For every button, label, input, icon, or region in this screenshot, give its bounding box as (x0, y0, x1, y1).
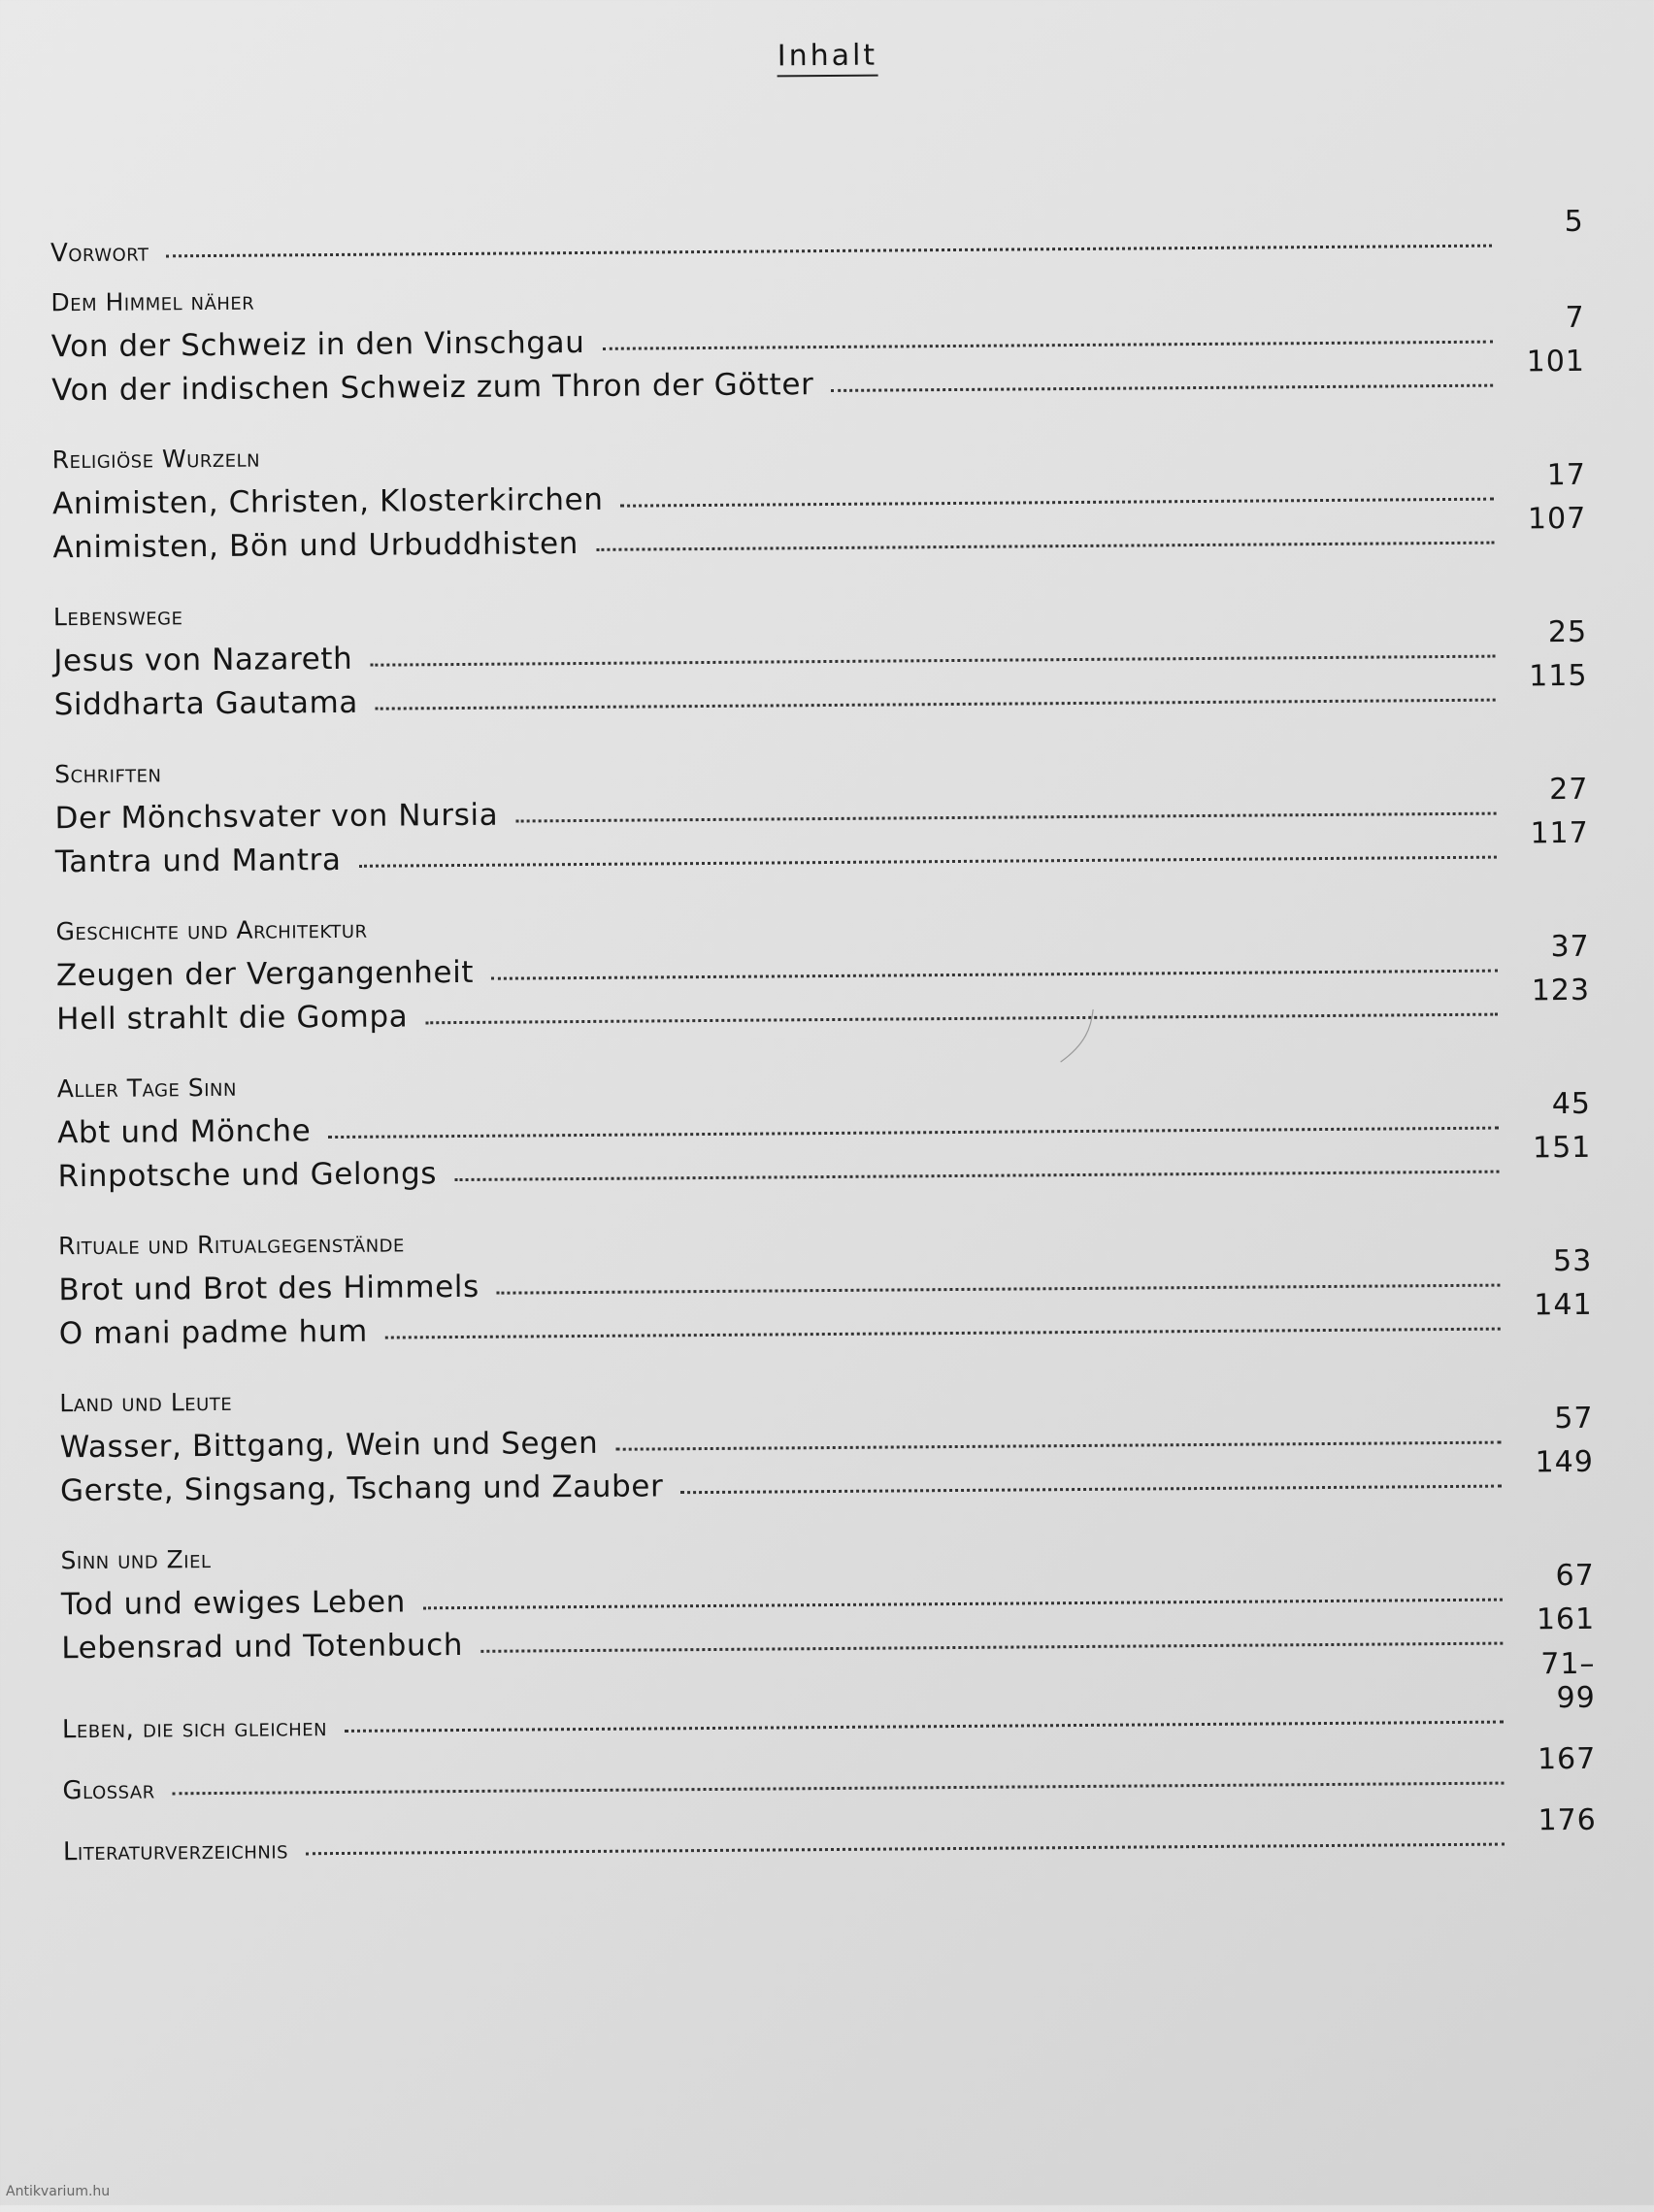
toc-entry (62, 1741, 1597, 1806)
dot-leader (345, 1720, 1504, 1733)
table-of-contents (50, 204, 1597, 1884)
toc-page-number: 67 (1555, 1558, 1595, 1594)
toc-page-number: 117 (1530, 815, 1589, 851)
dot-leader (385, 1327, 1501, 1339)
toc-section-heading: Geschichte und Architektur (55, 914, 368, 946)
toc-page-number: 151 (1532, 1130, 1592, 1166)
toc-entry-label: Wasser, Bittgang, Wein und Segen (59, 1425, 599, 1466)
toc-page-number: 115 (1529, 658, 1588, 694)
toc-page-number: 71–99 (1540, 1646, 1596, 1716)
toc-page-number: 149 (1535, 1444, 1594, 1480)
dot-leader (173, 1781, 1505, 1796)
toc-page-number: 107 (1527, 501, 1587, 537)
dot-leader (376, 698, 1496, 710)
page-title-text: Inhalt (777, 39, 878, 78)
toc-entry-label: Abt und Mönche (57, 1113, 312, 1151)
toc-entry-label: Vorwort (50, 238, 149, 269)
dot-leader (328, 1126, 1499, 1139)
toc-entry-label: Literaturverzeichnis (62, 1835, 289, 1867)
dot-leader (596, 541, 1494, 551)
toc-section (60, 1532, 1595, 1666)
toc-entry-label: Tod und ewiges Leben (60, 1584, 407, 1623)
toc-page-number: 53 (1552, 1243, 1593, 1279)
toc-section (62, 1802, 1597, 1867)
toc-entry-label: Siddharta Gautama (53, 684, 359, 723)
toc-entry (50, 204, 1584, 269)
toc-section (50, 204, 1584, 269)
toc-page-number: 45 (1551, 1086, 1592, 1122)
dot-leader (621, 497, 1495, 508)
toc-entry-label: Animisten, Bön und Urbuddhisten (52, 526, 579, 566)
dot-leader (602, 340, 1492, 350)
dot-leader (515, 811, 1496, 823)
toc-section-heading: Sinn und Ziel (60, 1545, 212, 1575)
toc-section-heading: Religiöse Wurzeln (51, 444, 261, 475)
toc-section (53, 588, 1588, 722)
toc-page-number: 5 (1564, 204, 1584, 240)
toc-section (62, 1741, 1597, 1806)
toc-page-number: 57 (1554, 1401, 1594, 1436)
toc-section (54, 745, 1589, 879)
watermark-text: Antikvarium.hu (6, 2184, 111, 2199)
toc-section (55, 903, 1590, 1037)
toc-section-heading: Aller Tage Sinn (56, 1073, 238, 1104)
paper-scratch-mark (1056, 1007, 1095, 1066)
toc-page-number: 101 (1526, 344, 1586, 380)
toc-entry (62, 1802, 1597, 1867)
toc-page-number: 25 (1547, 614, 1588, 650)
toc-section (59, 1374, 1594, 1508)
toc-entry-label: Brot und Brot des Himmels (58, 1269, 480, 1308)
toc-page-number: 161 (1536, 1601, 1596, 1637)
toc-section (52, 431, 1587, 565)
toc-entry-label: O mani padme hum (58, 1313, 369, 1352)
toc-section-heading: Lebenswege (52, 602, 183, 632)
toc-entry-label: Jesus von Nazareth (53, 641, 353, 679)
toc-page-number: 37 (1550, 929, 1590, 965)
toc-entry-label: Rinpotsche und Gelongs (57, 1156, 438, 1195)
toc-entry-label: Animisten, Christen, Klosterkirchen (51, 481, 604, 522)
dot-leader (166, 244, 1492, 258)
toc-page-number: 123 (1531, 973, 1591, 1008)
toc-entry-label: Von der Schweiz in den Vinschgau (50, 324, 585, 365)
toc-section (57, 1060, 1592, 1194)
toc-page-number: 17 (1546, 457, 1587, 493)
toc-entry-label: Der Mönchsvater von Nursia (54, 797, 499, 837)
dot-leader (480, 1641, 1503, 1653)
toc-page-number: 27 (1549, 772, 1589, 808)
dot-leader (454, 1170, 1499, 1181)
toc-entry-label: Lebensrad und Totenbuch (61, 1627, 464, 1667)
dot-leader (306, 1842, 1505, 1856)
toc-page-number: 141 (1534, 1287, 1593, 1323)
toc-page-number: 167 (1537, 1741, 1597, 1777)
toc-section (58, 1217, 1593, 1351)
dot-leader (423, 1598, 1503, 1610)
dot-leader (615, 1440, 1501, 1451)
dot-leader (831, 383, 1493, 392)
toc-entry-label: Von der indischen Schweiz zum Thron der Götter (50, 367, 814, 409)
toc-entry-label: Hell strahlt die Gompa (56, 999, 409, 1038)
toc-section-heading: Dem Himmel näher (50, 286, 255, 317)
dot-leader (425, 1012, 1498, 1025)
toc-section-heading: Schriften (54, 759, 162, 789)
dot-leader (497, 1283, 1501, 1295)
toc-entry-label: Glossar (62, 1775, 155, 1806)
toc-section-heading: Land und Leute (59, 1387, 233, 1418)
toc-page-number: 7 (1565, 300, 1585, 336)
dot-leader (491, 969, 1498, 980)
toc-section-heading: Rituale und Ritualgegenstände (57, 1229, 405, 1261)
dot-leader (680, 1484, 1502, 1495)
toc-entry-label: Zeugen der Vergangenheit (55, 954, 475, 994)
dot-leader (358, 855, 1496, 868)
toc-entry-label: Tantra und Mantra (54, 842, 342, 880)
dot-leader (370, 654, 1495, 667)
toc-page-number: 176 (1538, 1802, 1597, 1838)
toc-section (50, 274, 1585, 408)
toc-entry-label: Leben, die sich gleichen (61, 1713, 328, 1745)
page-title (0, 32, 1654, 79)
toc-entry-label: Gerste, Singsang, Tschang und Zauber (59, 1469, 664, 1509)
